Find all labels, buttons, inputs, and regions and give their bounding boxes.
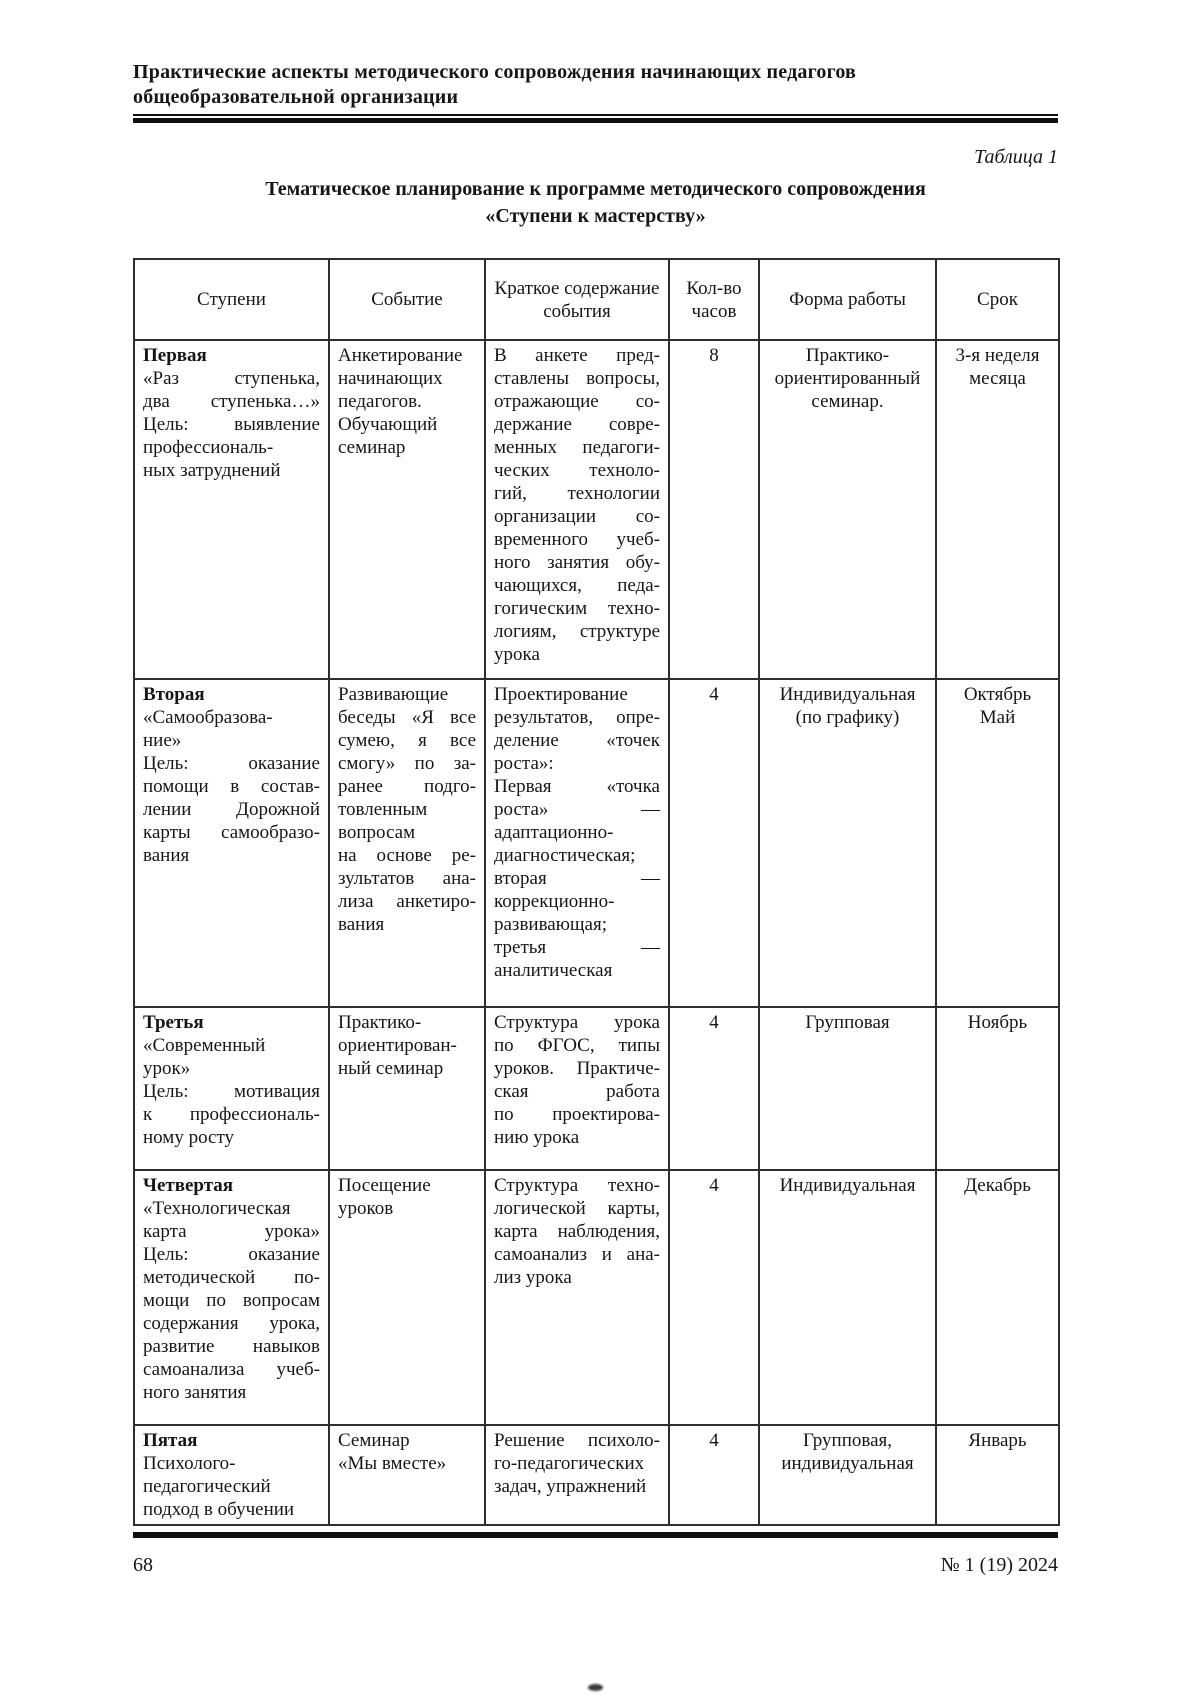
cell-line: Проектирование <box>494 684 628 705</box>
planning-table-container <box>133 258 1058 1526</box>
cell-line: логиям, структуре <box>494 621 660 642</box>
cell-line: вания <box>143 845 190 866</box>
cell-line: беседы «Я все <box>338 707 476 728</box>
cell-line: Практико- <box>338 1012 422 1033</box>
cell-line: смогу» по за- <box>338 753 476 774</box>
stage-cell <box>134 679 329 1007</box>
running-header-line2: общеобразовательной организации <box>133 86 459 108</box>
table-row <box>134 1007 1059 1170</box>
scan-artifact-dot <box>588 1684 603 1691</box>
stage-cell <box>134 1170 329 1425</box>
cell-line: чающихся, педа- <box>494 575 660 596</box>
cell-line: отражающие со- <box>494 391 660 412</box>
cell-line: урока <box>494 644 540 665</box>
cell-line: Декабрь <box>964 1175 1031 1196</box>
form-cell <box>759 1425 936 1525</box>
stage-cell <box>134 340 329 679</box>
table-body <box>134 340 1059 1525</box>
header-rule-thick-line <box>133 118 1058 123</box>
term-cell <box>936 340 1059 679</box>
term-cell <box>936 679 1059 1007</box>
cell-line: вопросам <box>338 822 416 843</box>
cell-line: подход в обучении <box>143 1499 295 1520</box>
cell-line: мощи по вопросам <box>143 1290 320 1311</box>
cell-line: роста»: <box>494 753 554 774</box>
form-cell <box>759 1007 936 1170</box>
cell-line: профессиональ- <box>143 437 274 458</box>
cell-line: ному росту <box>143 1127 235 1148</box>
cell-line: помощи в состав- <box>143 776 320 797</box>
cell-line: Январь <box>968 1430 1027 1451</box>
term-cell <box>936 1425 1059 1525</box>
cell-line: аналитическая <box>494 960 613 981</box>
content-cell <box>485 1425 669 1525</box>
footer-text-row <box>133 1552 1058 1578</box>
table-caption: Таблица 1 <box>974 146 1058 168</box>
cell-line: ориентированный <box>774 368 921 389</box>
document-title-line2: «Ступени к мастерству» <box>485 205 706 227</box>
cell-line: менных педагоги- <box>494 437 660 458</box>
table-row <box>134 340 1059 679</box>
term-cell <box>936 1007 1059 1170</box>
column-header: Краткое содержание события <box>485 259 669 340</box>
cell-line: временного учеб- <box>494 529 660 550</box>
content-cell <box>485 340 669 679</box>
cell-line: семинар. <box>811 391 884 412</box>
cell-line: лиза анкетиро- <box>338 891 476 912</box>
cell-line: Практико- <box>805 345 890 366</box>
form-cell <box>759 340 936 679</box>
cell-line: «Современный <box>143 1035 266 1056</box>
cell-line: товленным <box>338 799 428 820</box>
cell-line: ская работа <box>494 1081 660 1102</box>
cell-line: Групповая, <box>802 1430 893 1451</box>
column-header: Ступени <box>134 259 329 340</box>
cell-line: Цель: оказание <box>143 1244 320 1265</box>
stage-cell <box>134 1425 329 1525</box>
content-cell <box>485 1007 669 1170</box>
cell-line: Индивидуальная <box>779 1175 916 1196</box>
cell-line: результатов, опре- <box>494 707 660 728</box>
event-cell <box>329 1425 485 1525</box>
cell-line: Решение психоло- <box>494 1430 660 1451</box>
cell-line: самоанализ и ана- <box>494 1244 660 1265</box>
stage-title: Первая <box>143 345 207 366</box>
page-number: 68 <box>133 1554 153 1576</box>
cell-line: педагогический <box>143 1476 271 1497</box>
cell-line: ного занятия <box>143 1382 247 1403</box>
stage-title: Вторая <box>143 684 205 705</box>
cell-line: Октябрь <box>963 684 1032 705</box>
cell-line: Цель: мотивация <box>143 1081 320 1102</box>
cell-line: нию урока <box>494 1127 580 1148</box>
cell-line: самоанализа учеб- <box>143 1359 320 1380</box>
cell-line: два ступенька…» <box>143 391 320 412</box>
cell-line: ориентирован- <box>338 1035 457 1056</box>
event-cell <box>329 679 485 1007</box>
cell-line: «Раз ступенька, <box>143 368 320 389</box>
content-cell <box>485 679 669 1007</box>
issue-label: № 1 (19) 2024 <box>940 1554 1058 1576</box>
cell-line: педагогов. <box>338 391 422 412</box>
cell-line: третья — <box>494 937 660 958</box>
cell-line: Индивидуальная <box>779 684 916 705</box>
hours-cell: 4 <box>669 1007 759 1170</box>
table-row <box>134 1425 1059 1525</box>
stage-title: Четвертая <box>143 1175 234 1196</box>
cell-line: урок» <box>143 1058 191 1079</box>
cell-line: уроков <box>338 1198 394 1219</box>
cell-line: деление «точек <box>494 730 660 751</box>
cell-line: вторая — <box>494 868 660 889</box>
cell-line: индивидуальная <box>781 1453 914 1474</box>
cell-line: методической по- <box>143 1267 320 1288</box>
table-row <box>134 1170 1059 1425</box>
cell-line: Цель: выявление <box>143 414 320 435</box>
cell-line: Посещение <box>338 1175 431 1196</box>
cell-line: 3-я неделя <box>955 345 1040 366</box>
column-header: Срок <box>936 259 1059 340</box>
cell-line: «Технологическая <box>143 1198 291 1219</box>
hours-cell: 4 <box>669 1170 759 1425</box>
form-cell <box>759 1170 936 1425</box>
cell-line: вания <box>338 914 385 935</box>
cell-line: развитие навыков <box>143 1336 320 1357</box>
cell-line: коррекционно- <box>494 891 615 912</box>
cell-line: Групповая <box>805 1012 890 1033</box>
cell-line: «Самообразова- <box>143 707 273 728</box>
event-cell <box>329 1007 485 1170</box>
cell-line: Анкетирование <box>338 345 463 366</box>
event-cell <box>329 340 485 679</box>
cell-line: Структура техно- <box>494 1175 660 1196</box>
cell-line: лении Дорожной <box>143 799 320 820</box>
cell-line: месяца <box>969 368 1026 389</box>
cell-line: гий, технологии <box>494 483 660 504</box>
cell-line: роста» — <box>494 799 660 820</box>
cell-line: адаптационно- <box>494 822 614 843</box>
cell-line: ных затруднений <box>143 460 281 481</box>
term-cell <box>936 1170 1059 1425</box>
stage-title: Третья <box>143 1012 204 1033</box>
cell-line: логической карты, <box>494 1198 660 1219</box>
table-header-row <box>134 259 1059 340</box>
cell-line: ставлены вопросы, <box>494 368 660 389</box>
cell-line: организации со- <box>494 506 660 527</box>
cell-line: Май <box>979 707 1016 728</box>
cell-line: «Мы вместе» <box>338 1453 447 1474</box>
cell-line: го-педагогических <box>494 1453 645 1474</box>
running-header-line1: Практические аспекты методического сопровождения начинающих педагогов <box>133 61 857 83</box>
stage-cell <box>134 1007 329 1170</box>
cell-line: ного занятия обу- <box>494 552 660 573</box>
cell-line: лиз урока <box>494 1267 572 1288</box>
column-header: Событие <box>329 259 485 340</box>
cell-line: гогическим техно- <box>494 598 660 619</box>
cell-line: ранее подго- <box>338 776 476 797</box>
cell-line: карта наблюдения, <box>494 1221 660 1242</box>
cell-line: ческих техноло- <box>494 460 660 481</box>
document-title <box>133 176 1058 230</box>
running-header <box>133 60 1058 123</box>
cell-line: содержания урока, <box>143 1313 320 1334</box>
cell-line: карта урока» <box>143 1221 320 1242</box>
hours-cell: 4 <box>669 679 759 1007</box>
cell-line: Психолого- <box>143 1453 236 1474</box>
cell-line: Семинар <box>338 1430 410 1451</box>
cell-line: семинар <box>338 437 406 458</box>
planning-table <box>133 258 1060 1526</box>
header-rule <box>133 114 1058 123</box>
cell-line: Первая «точка <box>494 776 660 797</box>
cell-line: сумею, я все <box>338 730 476 751</box>
table-row <box>134 679 1059 1007</box>
event-cell <box>329 1170 485 1425</box>
cell-line: держание совре- <box>494 414 660 435</box>
content-cell <box>485 1170 669 1425</box>
table-header <box>134 259 1059 340</box>
cell-line: ние» <box>143 730 182 751</box>
cell-line: В анкете пред- <box>494 345 660 366</box>
cell-line: ный семинар <box>338 1058 444 1079</box>
cell-line: диагностическая; <box>494 845 636 866</box>
cell-line: начинающих <box>338 368 443 389</box>
cell-line: (по графику) <box>795 707 900 728</box>
document-title-line1: Тематическое планирование к программе методического сопровождения <box>265 178 926 200</box>
footer-rule <box>133 1532 1058 1538</box>
cell-line: карты самообразо- <box>143 822 320 843</box>
cell-line: Цель: оказание <box>143 753 320 774</box>
hours-cell: 4 <box>669 1425 759 1525</box>
cell-line: Обучающий <box>338 414 438 435</box>
cell-line: задач, упражнений <box>494 1476 647 1497</box>
cell-line: по ФГОС, типы <box>494 1035 660 1056</box>
cell-line: уроков. Практиче- <box>494 1058 660 1079</box>
column-header: Форма работы <box>759 259 936 340</box>
stage-title: Пятая <box>143 1430 198 1451</box>
cell-line: Развивающие <box>338 684 449 705</box>
cell-line: Структура урока <box>494 1012 660 1033</box>
hours-cell: 8 <box>669 340 759 679</box>
cell-line: зультатов ана- <box>338 868 476 889</box>
cell-line: к профессиональ- <box>143 1104 320 1125</box>
form-cell <box>759 679 936 1007</box>
cell-line: по проектирова- <box>494 1104 660 1125</box>
cell-line: Ноябрь <box>967 1012 1028 1033</box>
column-header: Кол-во часов <box>669 259 759 340</box>
cell-line: на основе ре- <box>338 845 476 866</box>
cell-line: развивающая; <box>494 914 608 935</box>
